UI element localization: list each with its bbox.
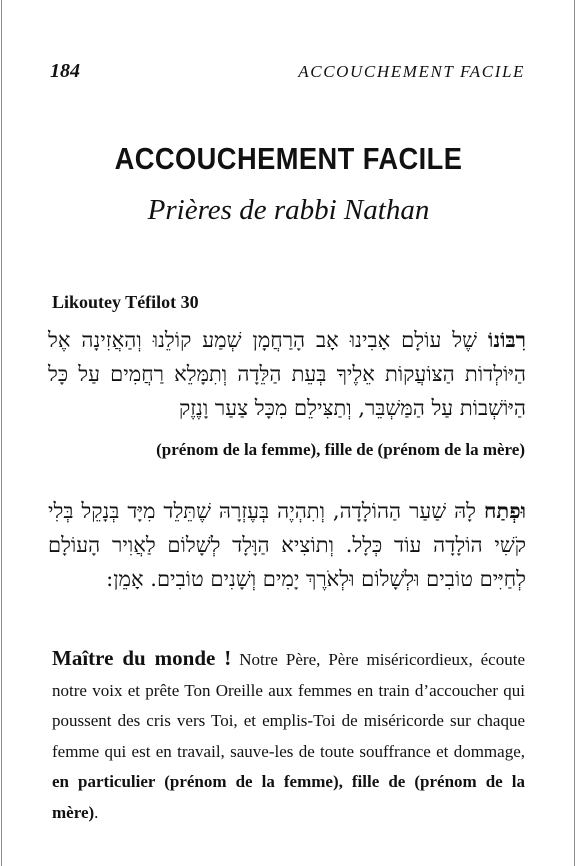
page-subtitle: Prières de rabbi Nathan [147, 194, 430, 226]
french-translation-paragraph [52, 643, 525, 828]
page-title: ACCOUCHEMENT FACILE [114, 141, 463, 176]
running-title: ACCOUCHEMENT FACILE [298, 62, 525, 81]
hebrew-lead-word-2: וּפְתַח [483, 498, 526, 523]
name-placeholder-line: (prénom de la femme), fille de (prénom de la mère) [156, 440, 525, 459]
translation-end: . [94, 802, 99, 822]
page-border-left [1, 0, 2, 866]
section-heading: Likoutey Téfilot 30 [52, 292, 199, 312]
hebrew-prayer-paragraph-1 [48, 323, 526, 425]
hebrew-prayer-text-2: לָהּ שַׁעַר הַהוֹלָדָה, וְתִהְיֶה בְּעֶזְרָהּ שֶׁתֵּלֵד מִיָּד בְּנָקֵל בְּלִי קֹשִׁי הוֹלָדָה עוֹד כְּלָל. וְתוֹצִיא הַוָּלָד לְשָׁלוֹם לַאֲוִיר הָעוֹלָם לְחַיִּים טוֹבִים וּלְשָׁלוֹם וּלְאֹרֶךְ יָמִים וְשָׁנִים טוֹבִים. אָמֵן: [48, 499, 526, 591]
translation-lead: Maître du monde ! [52, 646, 232, 670]
hebrew-prayer-paragraph-2 [48, 494, 526, 596]
hebrew-prayer-text-1: שֶׁל עוֹלָם אָבִינוּ אָב הָרַחֲמָן שְׁמַע קוֹלֵנוּ וְהַאֲזִינָה אֶל הַיּוֹלְדוֹת הַצּוֹעֲקוֹת אֵלֶיךָ בְּעֵת הַלֵּדָה וְתִמָּלֵא רַחֲמִים עַל כָּל הַיּוֹשְׁבוֹת עַל הַמַּשְׁבֵּר, וְתַצִּילֵם מִכָּל צַעַר וָנֶזֶק [48, 328, 526, 420]
hebrew-lead-word-1: רִבּוֹנוֹ [487, 327, 526, 352]
translation-bold-tail: en particulier (prénom de la femme), fille de (prénom de la mère) [52, 772, 525, 822]
running-header [50, 60, 525, 84]
page-border-right [574, 0, 575, 866]
translation-text: Notre Père, Père miséricordieux, écoute notre voix et prête Ton Oreille aux femmes en train d’accoucher qui poussent des cris vers Toi, et emplis-Toi de miséricorde sur chaque femme qui est en travail, sauve-les de toute souffrance et dommage, [52, 650, 525, 761]
page-number: 184 [50, 60, 80, 82]
